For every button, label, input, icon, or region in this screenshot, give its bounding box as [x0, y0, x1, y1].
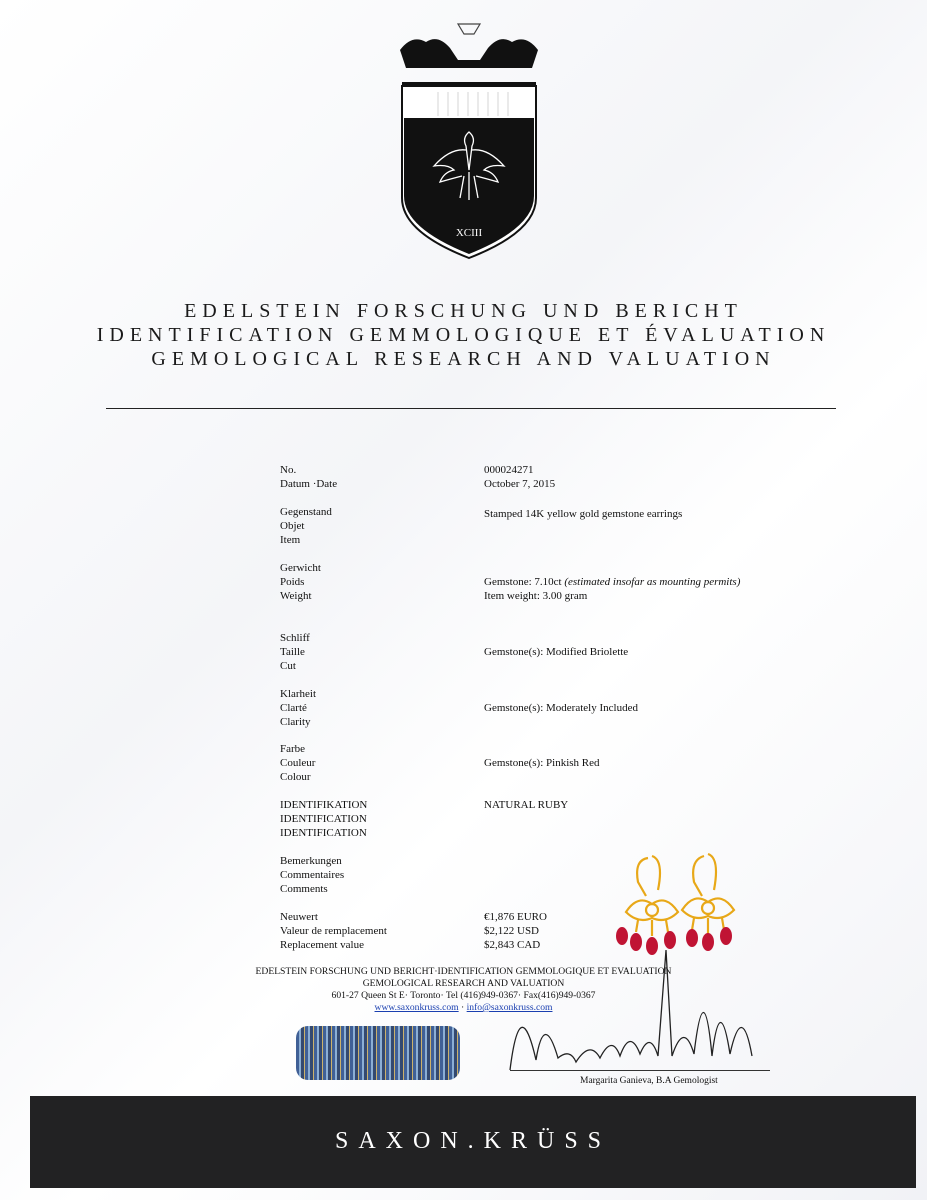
- clarity-value: Gemstone(s): Moderately Included: [484, 702, 638, 714]
- signature-line: [510, 1070, 770, 1071]
- heading-french: IDENTIFICATION GEMMOLOGIQUE ET ÉVALUATION: [96, 324, 831, 346]
- item-label-de: Gegenstand: [280, 506, 332, 518]
- value-cad: $2,843 CAD: [484, 939, 541, 951]
- identification-label-fr: IDENTIFICATION: [280, 813, 367, 825]
- value-label-fr: Valeur de remplacement: [280, 925, 387, 937]
- identification-value: NATURAL RUBY: [484, 799, 569, 811]
- signer-name: Margarita Ganieva, B.A Gemologist: [580, 1076, 718, 1086]
- weight-label-fr: Poids: [280, 576, 305, 588]
- value-euro: €1,876 EURO: [484, 911, 547, 923]
- colour-label-de: Farbe: [280, 743, 306, 755]
- cut-label-fr: Taille: [280, 646, 305, 658]
- item-label-fr: Objet: [280, 520, 305, 532]
- identification-label-de: IDENTIFIKATION: [280, 799, 368, 811]
- weight-note: (estimated insofar as mounting permits): [564, 576, 741, 588]
- website-link[interactable]: www.saxonkruss.com: [374, 1002, 459, 1013]
- weight-label-de: Gerwicht: [280, 562, 321, 574]
- cut-label-en: Cut: [280, 660, 296, 672]
- heading-english: GEMOLOGICAL RESEARCH AND VALUATION: [151, 348, 776, 370]
- number-value: 000024271: [484, 464, 534, 476]
- remarks-label-en: Comments: [280, 883, 328, 895]
- colour-label-fr: Couleur: [280, 757, 316, 769]
- handwritten-signature: [480, 930, 780, 1080]
- weight-label-en: Weight: [280, 590, 312, 602]
- email-link[interactable]: info@saxonkruss.com: [466, 1002, 553, 1013]
- item-value: Stamped 14K yellow gold gemstone earrings: [484, 508, 683, 520]
- footer-contact: www.saxonkruss.com · info@saxonkruss.com: [374, 1002, 553, 1013]
- crest-numeral: XCIII: [455, 227, 483, 239]
- date-label: Datum ·Date: [280, 478, 338, 490]
- clarity-label-en: Clarity: [280, 716, 311, 728]
- saxon-kruss-crest-logo: [398, 20, 540, 260]
- weight-value-gemstone: [484, 576, 740, 590]
- remarks-label-fr: Commentaires: [280, 869, 345, 881]
- footer-line-1: EDELSTEIN FORSCHUNG UND BERICHT·IDENTIFICATION GEMMOLOGIQUE ET EVALUATION: [255, 966, 672, 977]
- value-label-de: Neuwert: [280, 911, 318, 923]
- identification-label-en: IDENTIFICATION: [280, 827, 367, 839]
- clarity-label-fr: Clarté: [280, 702, 307, 714]
- footer-address: 601-27 Queen St E· Toronto· Tel (416)949-0367· Fax(416)949-0367: [331, 990, 596, 1001]
- footer-line-2: GEMOLOGICAL RESEARCH AND VALUATION: [362, 978, 565, 989]
- date-value: October 7, 2015: [484, 478, 556, 490]
- value-label-en: Replacement value: [280, 939, 364, 951]
- cut-value: Gemstone(s): Modified Briolette: [484, 646, 629, 658]
- heading-divider: [106, 408, 836, 409]
- heading-german: EDELSTEIN FORSCHUNG UND BERICHT: [184, 300, 743, 322]
- weight-value-item: Item weight: 3.00 gram: [484, 590, 588, 602]
- brand-name: SAXON.KRÜSS: [334, 1128, 612, 1154]
- colour-value: Gemstone(s): Pinkish Red: [484, 757, 600, 769]
- value-usd: $2,122 USD: [484, 925, 540, 937]
- hologram-security-sticker: [296, 1026, 460, 1080]
- remarks-label-de: Bemerkungen: [280, 855, 342, 867]
- gemstone-weight: Gemstone: 7.10ct: [484, 576, 562, 588]
- clarity-label-de: Klarheit: [280, 688, 317, 700]
- number-label: No.: [280, 464, 297, 476]
- cut-label-de: Schliff: [280, 632, 310, 644]
- item-label-en: Item: [280, 534, 301, 546]
- colour-label-en: Colour: [280, 771, 311, 783]
